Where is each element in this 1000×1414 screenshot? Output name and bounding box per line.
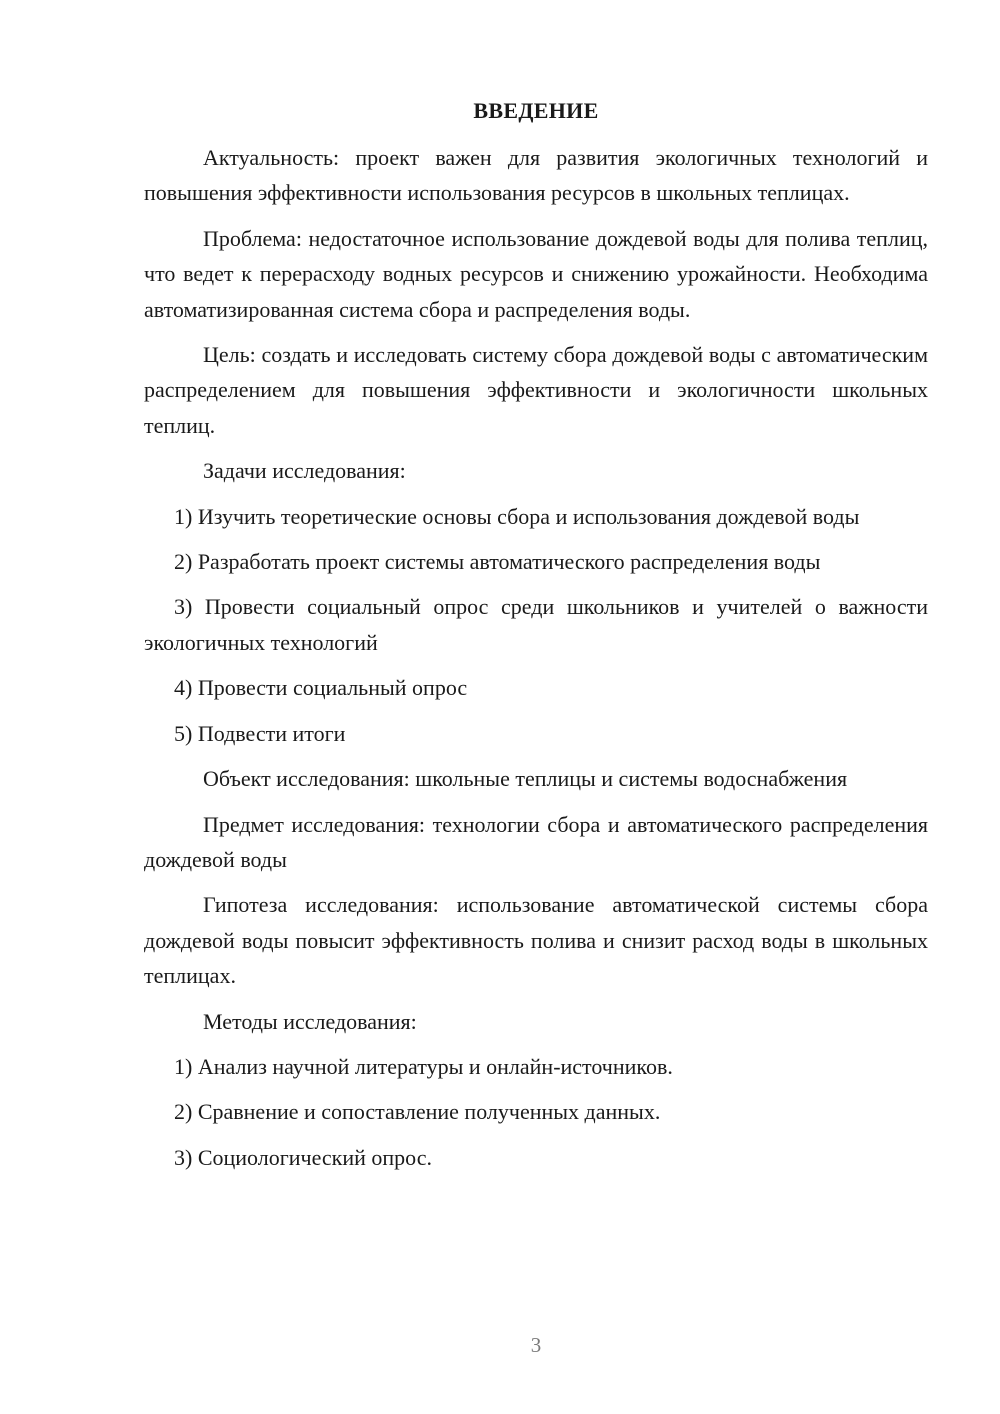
task-item-3: 3) Провести социальный опрос среди школьников и учителей о важности экологичных технологий [144,594,928,655]
problem-paragraph: Проблема: недостаточное использование дождевой воды для полива теплиц, что ведет к перерасходу водных ресурсов и снижению урожайности. Необходима автоматизированная система сбора и распределения воды. [144,225,928,322]
methods-heading: Методы исследования: [203,1008,417,1034]
document-page [144,94,928,1185]
method-item-2: 2) Сравнение и сопоставление полученных данных. [174,1099,661,1125]
page-number: 3 [530,1333,542,1357]
task-item-1: 1) Изучить теоретические основы сбора и использования дождевой воды [174,503,860,529]
task-item-2: 2) Разработать проект системы автоматического распределения воды [174,549,821,575]
tasks-heading: Задачи исследования: [203,458,406,484]
method-item-1: 1) Анализ научной литературы и онлайн-источников. [174,1053,673,1079]
task-item-5: 5) Подвести итоги [174,720,346,746]
subject-paragraph: Предмет исследования: технологии сбора и автоматического распределения дождевой воды [144,811,928,872]
relevance-paragraph: Актуальность: проект важен для развития экологичных технологий и повышения эффективности использования ресурсов в школьных теплицах. [144,145,928,206]
method-item-3: 3) Социологический опрос. [174,1144,432,1170]
goal-paragraph: Цель: создать и исследовать систему сбора дождевой воды с автоматическим распределением для повышения эффективности и экологичности школьных теплиц. [144,342,928,438]
section-title: ВВЕДЕНИЕ [473,98,599,123]
task-item-4: 4) Провести социальный опрос [174,675,468,701]
object-paragraph: Объект исследования: школьные теплицы и системы водоснабжения [203,766,848,792]
hypothesis-paragraph: Гипотеза исследования: использование автоматической системы сбора дождевой воды повысит эффективность полива и снизит расход воды в школьных теплицах. [144,892,928,989]
